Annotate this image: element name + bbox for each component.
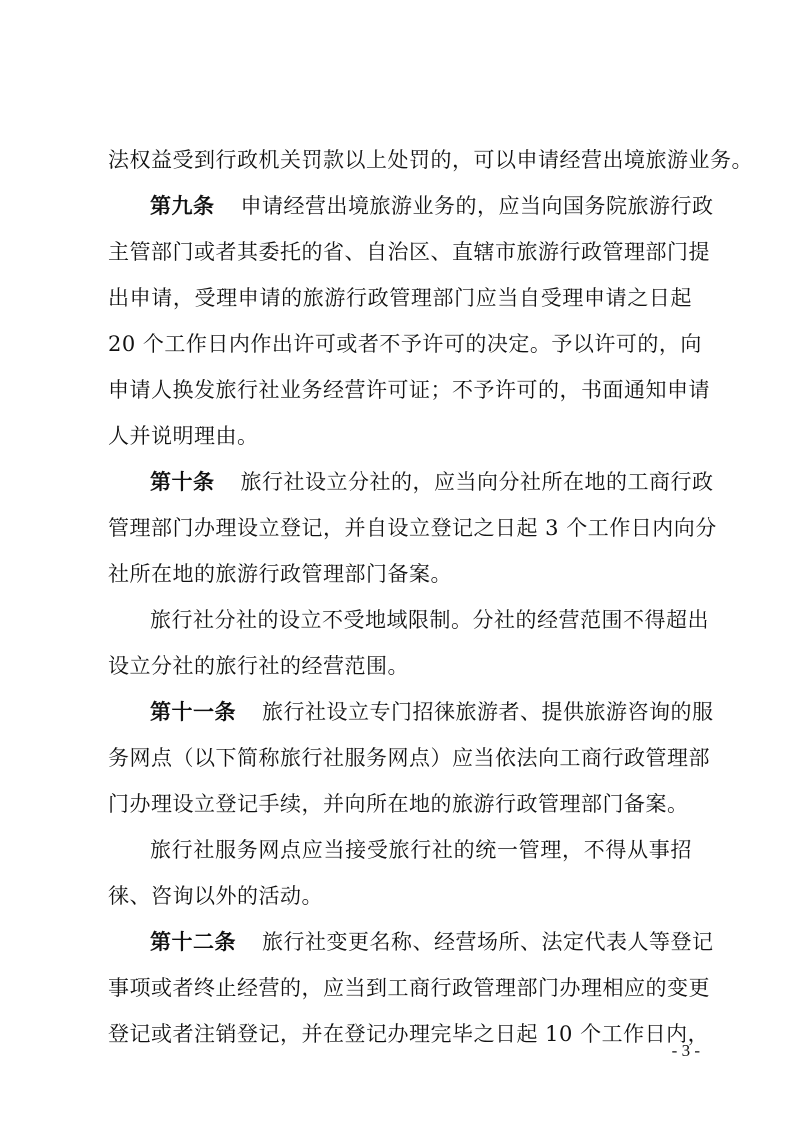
- paragraph-line: 旅行社服务网点应当接受旅行社的统一管理，不得从事招: [150, 838, 692, 862]
- paragraph-line: 事项或者终止经营的，应当到工商行政管理部门办理相应的变更: [108, 976, 710, 1000]
- article-9-heading: 第九条: [150, 194, 215, 218]
- paragraph-line: 20 个工作日内作出许可或者不予许可的决定。予以许可的，向: [108, 332, 702, 356]
- article-11-first-line: [150, 697, 714, 727]
- paragraph-line: 徕、咨询以外的活动。: [108, 884, 323, 908]
- paragraph-line: 申请人换发旅行社业务经营许可证；不予许可的，书面通知申请: [108, 378, 710, 402]
- paragraph-line: 旅行社分社的设立不受地域限制。分社的经营范围不得超出: [150, 608, 709, 632]
- paragraph-line: 务网点（以下简称旅行社服务网点）应当依法向工商行政管理部: [108, 746, 710, 770]
- page-number: - 3 -: [671, 1041, 700, 1060]
- article-12-heading: 第十二条: [150, 930, 236, 954]
- article-10-heading: 第十条: [150, 470, 215, 494]
- paragraph-line: 出申请，受理申请的旅游行政管理部门应当自受理申请之日起: [108, 286, 692, 310]
- article-10-first-line: [150, 467, 714, 497]
- paragraph-line: 登记或者注销登记，并在登记办理完毕之日起 10 个工作日内，: [108, 1022, 710, 1046]
- paragraph-line: 主管部门或者其委托的省、自治区、直辖市旅游行政管理部门提: [108, 240, 710, 264]
- article-9-text: 申请经营出境旅游业务的，应当向国务院旅游行政: [240, 194, 714, 218]
- article-11-text: 旅行社设立专门招徕旅游者、提供旅游咨询的服: [262, 700, 714, 724]
- paragraph-line: 人并说明理由。: [108, 424, 259, 448]
- article-11-heading: 第十一条: [150, 700, 236, 724]
- paragraph-line: 设立分社的旅行社的经营范围。: [108, 654, 409, 678]
- paragraph-line: 门办理设立登记手续，并向所在地的旅游行政管理部门备案。: [108, 792, 689, 816]
- article-9-first-line: [150, 191, 714, 221]
- paragraph-line: 社所在地的旅游行政管理部门备案。: [108, 562, 452, 586]
- paragraph-line: 法权益受到行政机关罚款以上处罚的，可以申请经营出境旅游业务。: [108, 148, 753, 172]
- article-12-first-line: [150, 927, 714, 957]
- article-10-text: 旅行社设立分社的，应当向分社所在地的工商行政: [240, 470, 714, 494]
- article-12-text: 旅行社变更名称、经营场所、法定代表人等登记: [262, 930, 714, 954]
- paragraph-line: 管理部门办理设立登记，并自设立登记之日起 3 个工作日内向分: [108, 516, 717, 540]
